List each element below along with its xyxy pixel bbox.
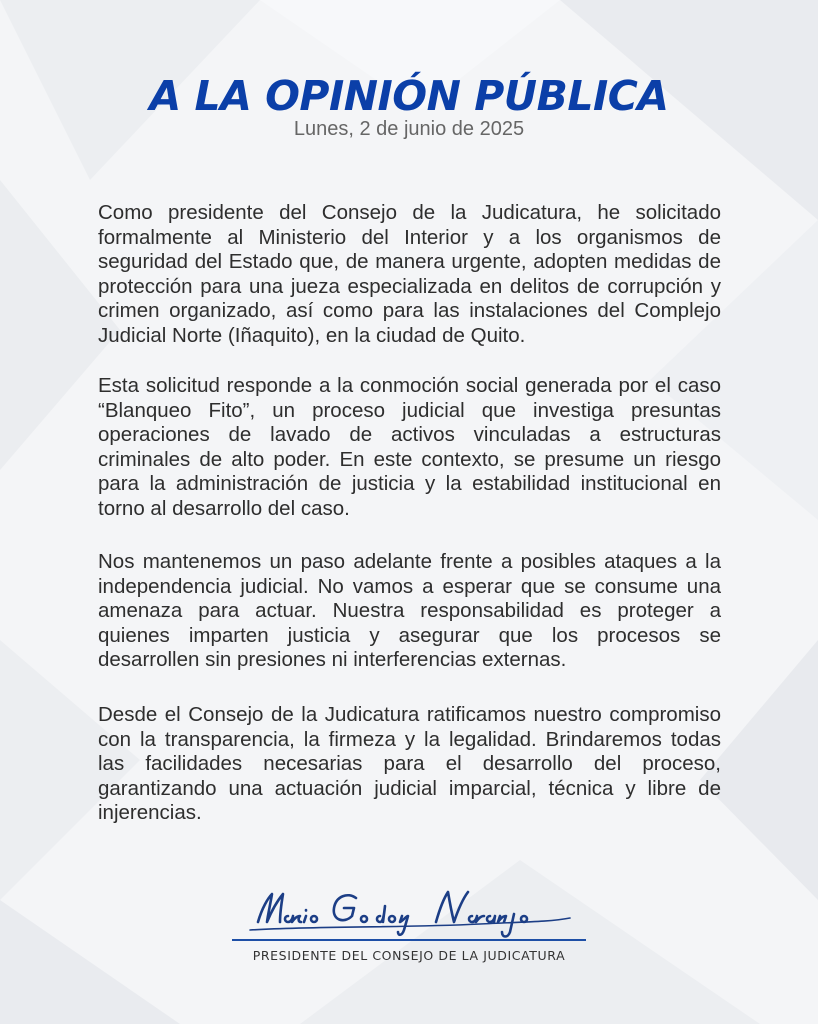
- signer-title: PRESIDENTE DEL CONSEJO DE LA JUDICATURA: [252, 948, 566, 963]
- paragraph-2: Esta solicitud responde a la conmoción social generada por el caso “Blanqueo Fito”, un proceso judicial que investiga presuntas operaciones de lavado de activos vinculadas a estructuras criminales de alto poder. En este contexto, se presume un riesgo para la administración de justicia y la estabilidad institucional en torno al desarrollo del caso.: [98, 374, 721, 520]
- handwritten-signature: [240, 878, 580, 942]
- signature-line: [232, 939, 586, 941]
- paragraph-1: Como presidente del Consejo de la Judicatura, he solicitado formalmente al Ministerio del Interior y a los organismos de seguridad del Estado que, de manera urgente, adopten medidas de protección para una jueza especializada en delitos de corrupción y crimen organizado, así como para las instalaciones del Complejo Judicial Norte (Iñaquito), en la ciudad de Quito.: [98, 201, 721, 347]
- statement-date: Lunes, 2 de junio de 2025: [293, 118, 525, 140]
- page-title: A LA OPINIÓN PÚBLICA: [149, 72, 669, 120]
- paragraph-4: Desde el Consejo de la Judicatura ratificamos nuestro compromiso con la transparencia, la firmeza y la legalidad. Brindaremos todas las facilidades necesarias para el desarrollo del proceso, garantizando una actuación judicial imparcial, técnica y libre de injerencias.: [98, 703, 721, 825]
- paragraph-3: Nos mantenemos un paso adelante frente a posibles ataques a la independencia judicial. No vamos a esperar que se consume una amenaza para actuar. Nuestra responsabilidad es proteger a quienes imparten justicia y asegurar que los procesos se desarrollen sin presiones ni interferencias externas.: [98, 550, 721, 672]
